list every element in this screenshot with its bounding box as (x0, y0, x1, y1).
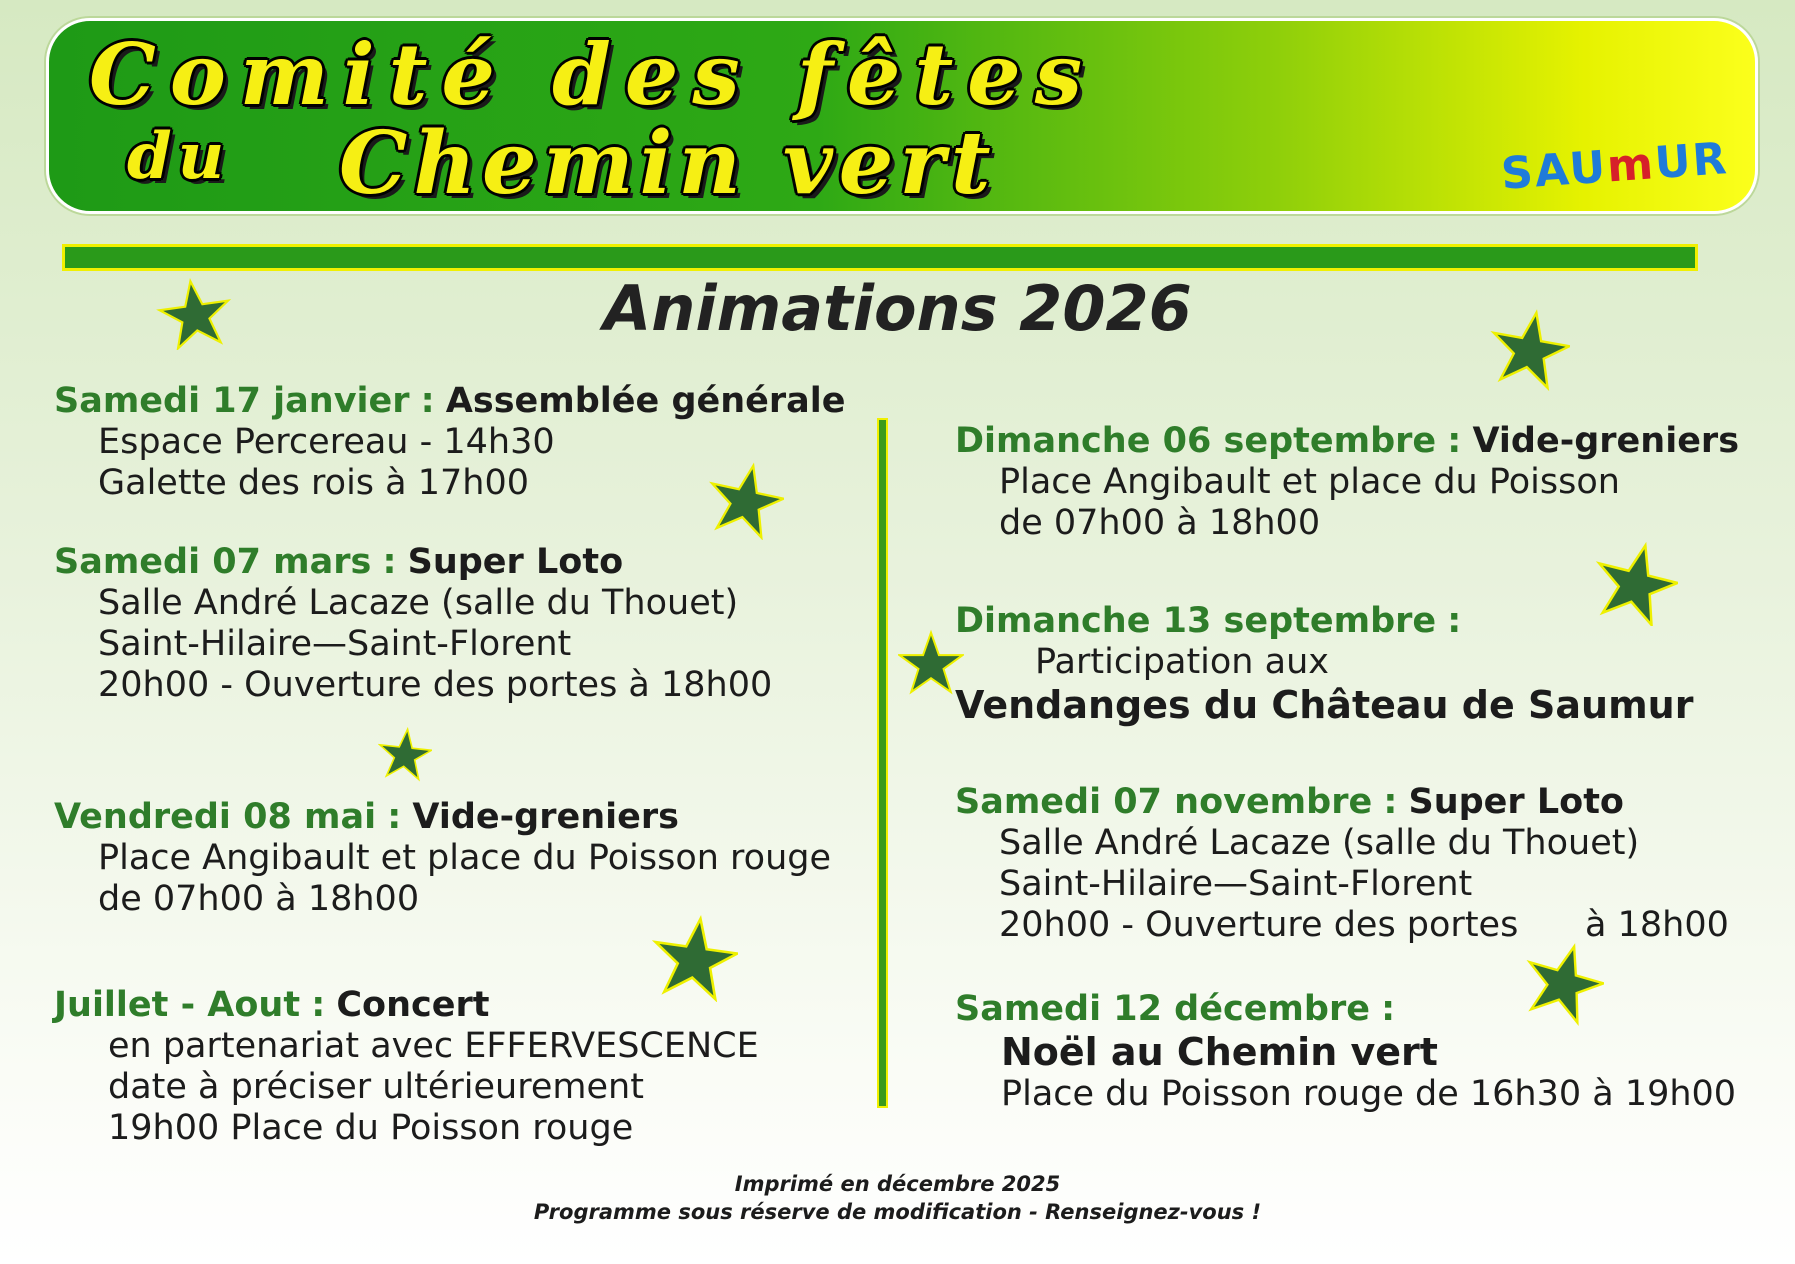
event-date: Dimanche 13 septembre (955, 601, 1437, 641)
star-icon (1524, 934, 1604, 1030)
event-detail: 20h00 - Ouverture des portes à 18h00 (999, 905, 1729, 945)
event-detail: Salle André Lacaze (salle du Thouet) (98, 583, 739, 623)
event-name: Super Loto (407, 542, 624, 582)
event-name: Assemblée générale (445, 381, 846, 421)
event-separator: : (387, 797, 402, 837)
event-entry (955, 600, 1693, 727)
event-detail: Saint-Hilaire—Saint-Florent (98, 624, 572, 664)
event-date: Samedi 07 mars (54, 542, 372, 582)
event-entry (54, 541, 772, 706)
event-heading (955, 600, 1693, 642)
event-date: Vendredi 08 mai (54, 797, 377, 837)
event-detail: de 07h00 à 18h00 (98, 879, 420, 919)
star-icon (898, 628, 964, 698)
saumur-logo (1500, 133, 1731, 200)
event-detail: Place du Poisson rouge de 16h30 à 19h00 (1001, 1074, 1737, 1114)
event-date: Juillet - Aout (54, 985, 301, 1025)
star-icon (708, 460, 784, 540)
event-highlight: Noël au Chemin vert (1001, 1030, 1438, 1074)
event-separator: : (1447, 601, 1462, 641)
column-divider (877, 418, 888, 1108)
event-date: Samedi 12 décembre (955, 989, 1370, 1029)
event-entry (54, 984, 759, 1149)
star-icon (652, 914, 738, 1002)
saumur-logo-part: SAU (1499, 141, 1610, 200)
event-entry (955, 781, 1729, 946)
banner-title-line2: Chemin vert (339, 113, 997, 214)
event-entry (54, 796, 831, 920)
footer-line: Programme sous réserve de modification - Renseignez-vous ! (533, 1200, 1262, 1224)
event-detail: en partenariat avec EFFERVESCENCE (108, 1026, 759, 1066)
event-heading (54, 380, 846, 422)
star-icon (378, 726, 432, 782)
event-heading (54, 541, 772, 583)
green-rule (62, 244, 1698, 271)
event-separator: : (1381, 989, 1396, 1029)
event-heading (955, 420, 1739, 462)
event-name: Concert (336, 985, 490, 1025)
event-highlight: Vendanges du Château de Saumur (955, 683, 1694, 727)
event-heading (955, 781, 1729, 823)
event-date: Dimanche 06 septembre (955, 421, 1437, 461)
event-detail: Espace Percereau - 14h30 (98, 422, 555, 462)
event-date: Samedi 07 novembre (955, 782, 1373, 822)
event-detail: date à préciser ultérieurement (108, 1067, 644, 1107)
event-detail: Saint-Hilaire—Saint-Florent (999, 864, 1473, 904)
event-name: Vide-greniers (412, 797, 679, 837)
event-detail: Salle André Lacaze (salle du Thouet) (999, 823, 1640, 863)
banner-title-du: du (127, 119, 231, 194)
event-name: Vide-greniers (1472, 421, 1740, 461)
event-detail: Place Angibault et place du Poisson (999, 462, 1620, 502)
event-separator: : (311, 985, 326, 1025)
saumur-logo-part: UR (1653, 133, 1731, 190)
header-banner (46, 18, 1758, 214)
star-icon (140, 278, 250, 350)
event-detail: 19h00 Place du Poisson rouge (108, 1108, 634, 1148)
star-icon (1490, 305, 1570, 393)
event-detail: Participation aux (1035, 642, 1329, 682)
page-title: Animations 2026 (603, 272, 1192, 345)
saumur-logo-part: m (1605, 138, 1658, 193)
event-separator: : (382, 542, 397, 582)
event-detail: 20h00 - Ouverture des portes à 18h00 (98, 665, 773, 705)
event-name: Super Loto (1408, 782, 1624, 822)
event-heading (955, 988, 1736, 1030)
banner-title-line1: Comité des fêtes (89, 25, 1096, 124)
event-date: Samedi 17 janvier (54, 381, 410, 421)
footer-line: Imprimé en décembre 2025 (734, 1172, 1061, 1196)
event-separator: : (1383, 782, 1398, 822)
event-detail: de 07h00 à 18h00 (999, 503, 1321, 543)
event-entry (955, 420, 1739, 544)
event-detail: Galette des rois à 17h00 (98, 463, 529, 503)
event-separator: : (420, 381, 435, 421)
event-heading (54, 796, 831, 838)
event-entry (955, 988, 1736, 1115)
footer-note (0, 1170, 1795, 1226)
star-icon (1594, 540, 1678, 626)
event-separator: : (1447, 421, 1462, 461)
event-detail: Place Angibault et place du Poisson rouge (98, 838, 832, 878)
